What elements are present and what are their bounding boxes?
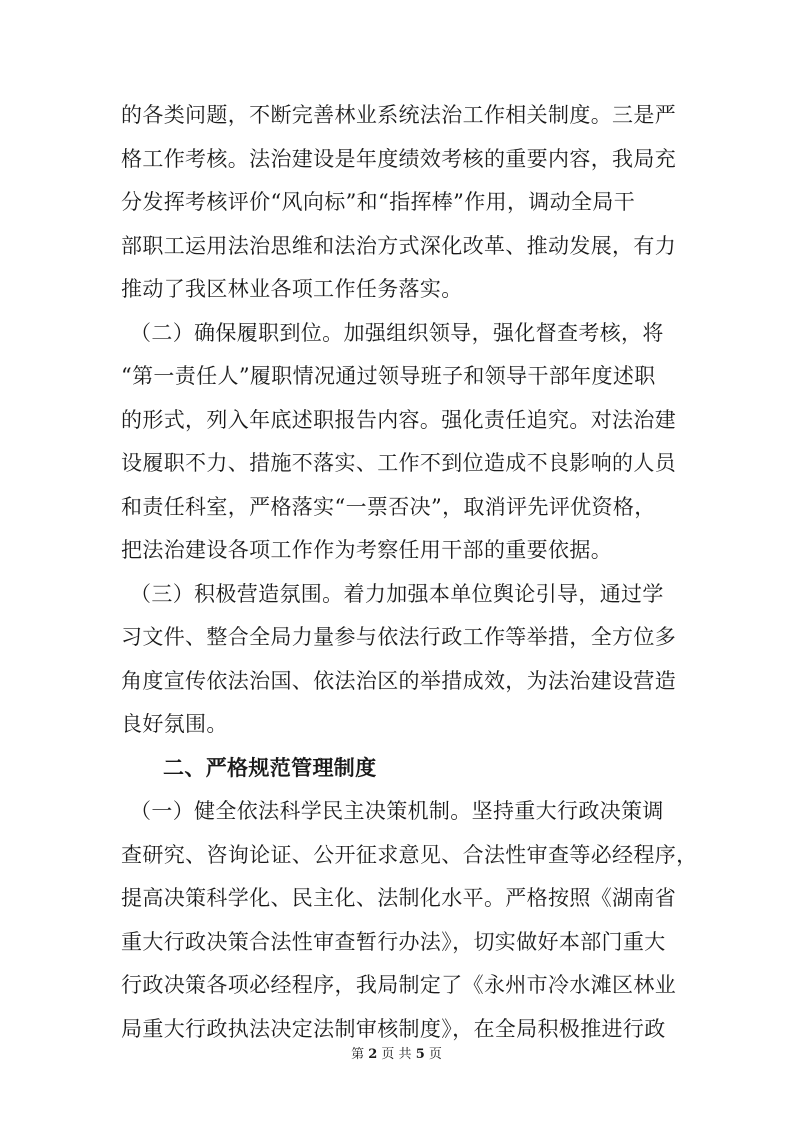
body-text-line-3: 分发挥考核评价“风向标”和“指挥棒”作用，调动全局干 xyxy=(121,190,636,214)
paragraph-4-line-6: 局重大行政执法决定法制审核制度》，在全局积极推进行政 xyxy=(121,1017,666,1041)
total-pages-number: 5 xyxy=(415,1047,425,1062)
body-text-line-4: 部职工运用法治思维和法治方式深化改革、推动发展，有力 xyxy=(121,234,677,258)
paragraph-2-line-5: 和责任科室，严格落实“一票否决”，取消评先评优资格， xyxy=(121,495,656,519)
paragraph-4-line-5: 行政决策各项必经程序，我局制定了《永州市冷水滩区林业 xyxy=(121,973,677,997)
paragraph-2-line-6: 把法治建设各项工作作为考察任用干部的重要依据。 xyxy=(121,538,613,562)
paragraph-2-line-1: （二）确保履职到位。加强组织领导，强化督查考核，将 xyxy=(130,321,664,345)
paragraph-4-line-3: 提高决策科学化、民主化、法制化水平。严格按照《湖南省 xyxy=(121,886,677,910)
section-heading: 二、严格规范管理制度 xyxy=(163,756,377,780)
paragraph-3-line-3: 角度宣传依法治国、依法治区的举措成效，为法治建设营造 xyxy=(121,669,677,693)
paragraph-2-line-3: 的形式，列入年底述职报告内容。强化责任追究。对法治建 xyxy=(121,408,677,432)
current-page-number: 2 xyxy=(368,1047,378,1062)
paragraph-2-line-4: 设履职不力、措施不落实、工作不到位造成不良影响的人员 xyxy=(121,451,677,475)
page-footer xyxy=(0,1046,793,1064)
paragraph-3-line-4: 良好氛围。 xyxy=(121,712,228,736)
paragraph-3-line-1: （三）积极营造氛围。着力加强本单位舆论引导，通过学 xyxy=(130,582,664,606)
paragraph-4-line-4: 重大行政决策合法性审查暂行办法》，切实做好本部门重大 xyxy=(121,930,666,954)
footer-suffix: 页 xyxy=(428,1047,442,1062)
footer-prefix: 第 xyxy=(351,1047,365,1062)
body-text-line-2: 格工作考核。法治建设是年度绩效考核的重要内容，我局充 xyxy=(121,147,677,171)
paragraph-4-line-2: 查研究、咨询论证、公开征求意见、合法性审查等必经程序， xyxy=(121,843,698,867)
body-text-line-1: 的各类问题，不断完善林业系统法治工作相关制度。三是严 xyxy=(121,103,677,127)
paragraph-2-line-2: “第一责任人”履职情况通过领导班子和领导干部年度述职 xyxy=(121,364,656,388)
paragraph-4-line-1: （一）健全依法科学民主决策机制。坚持重大行政决策调 xyxy=(130,799,664,823)
body-text-line-5: 推动了我区林业各项工作任务落实。 xyxy=(121,277,463,301)
paragraph-3-line-2: 习文件、整合全局力量参与依法行政工作等举措，全方位多 xyxy=(121,625,677,649)
footer-middle: 页 共 xyxy=(381,1047,412,1062)
